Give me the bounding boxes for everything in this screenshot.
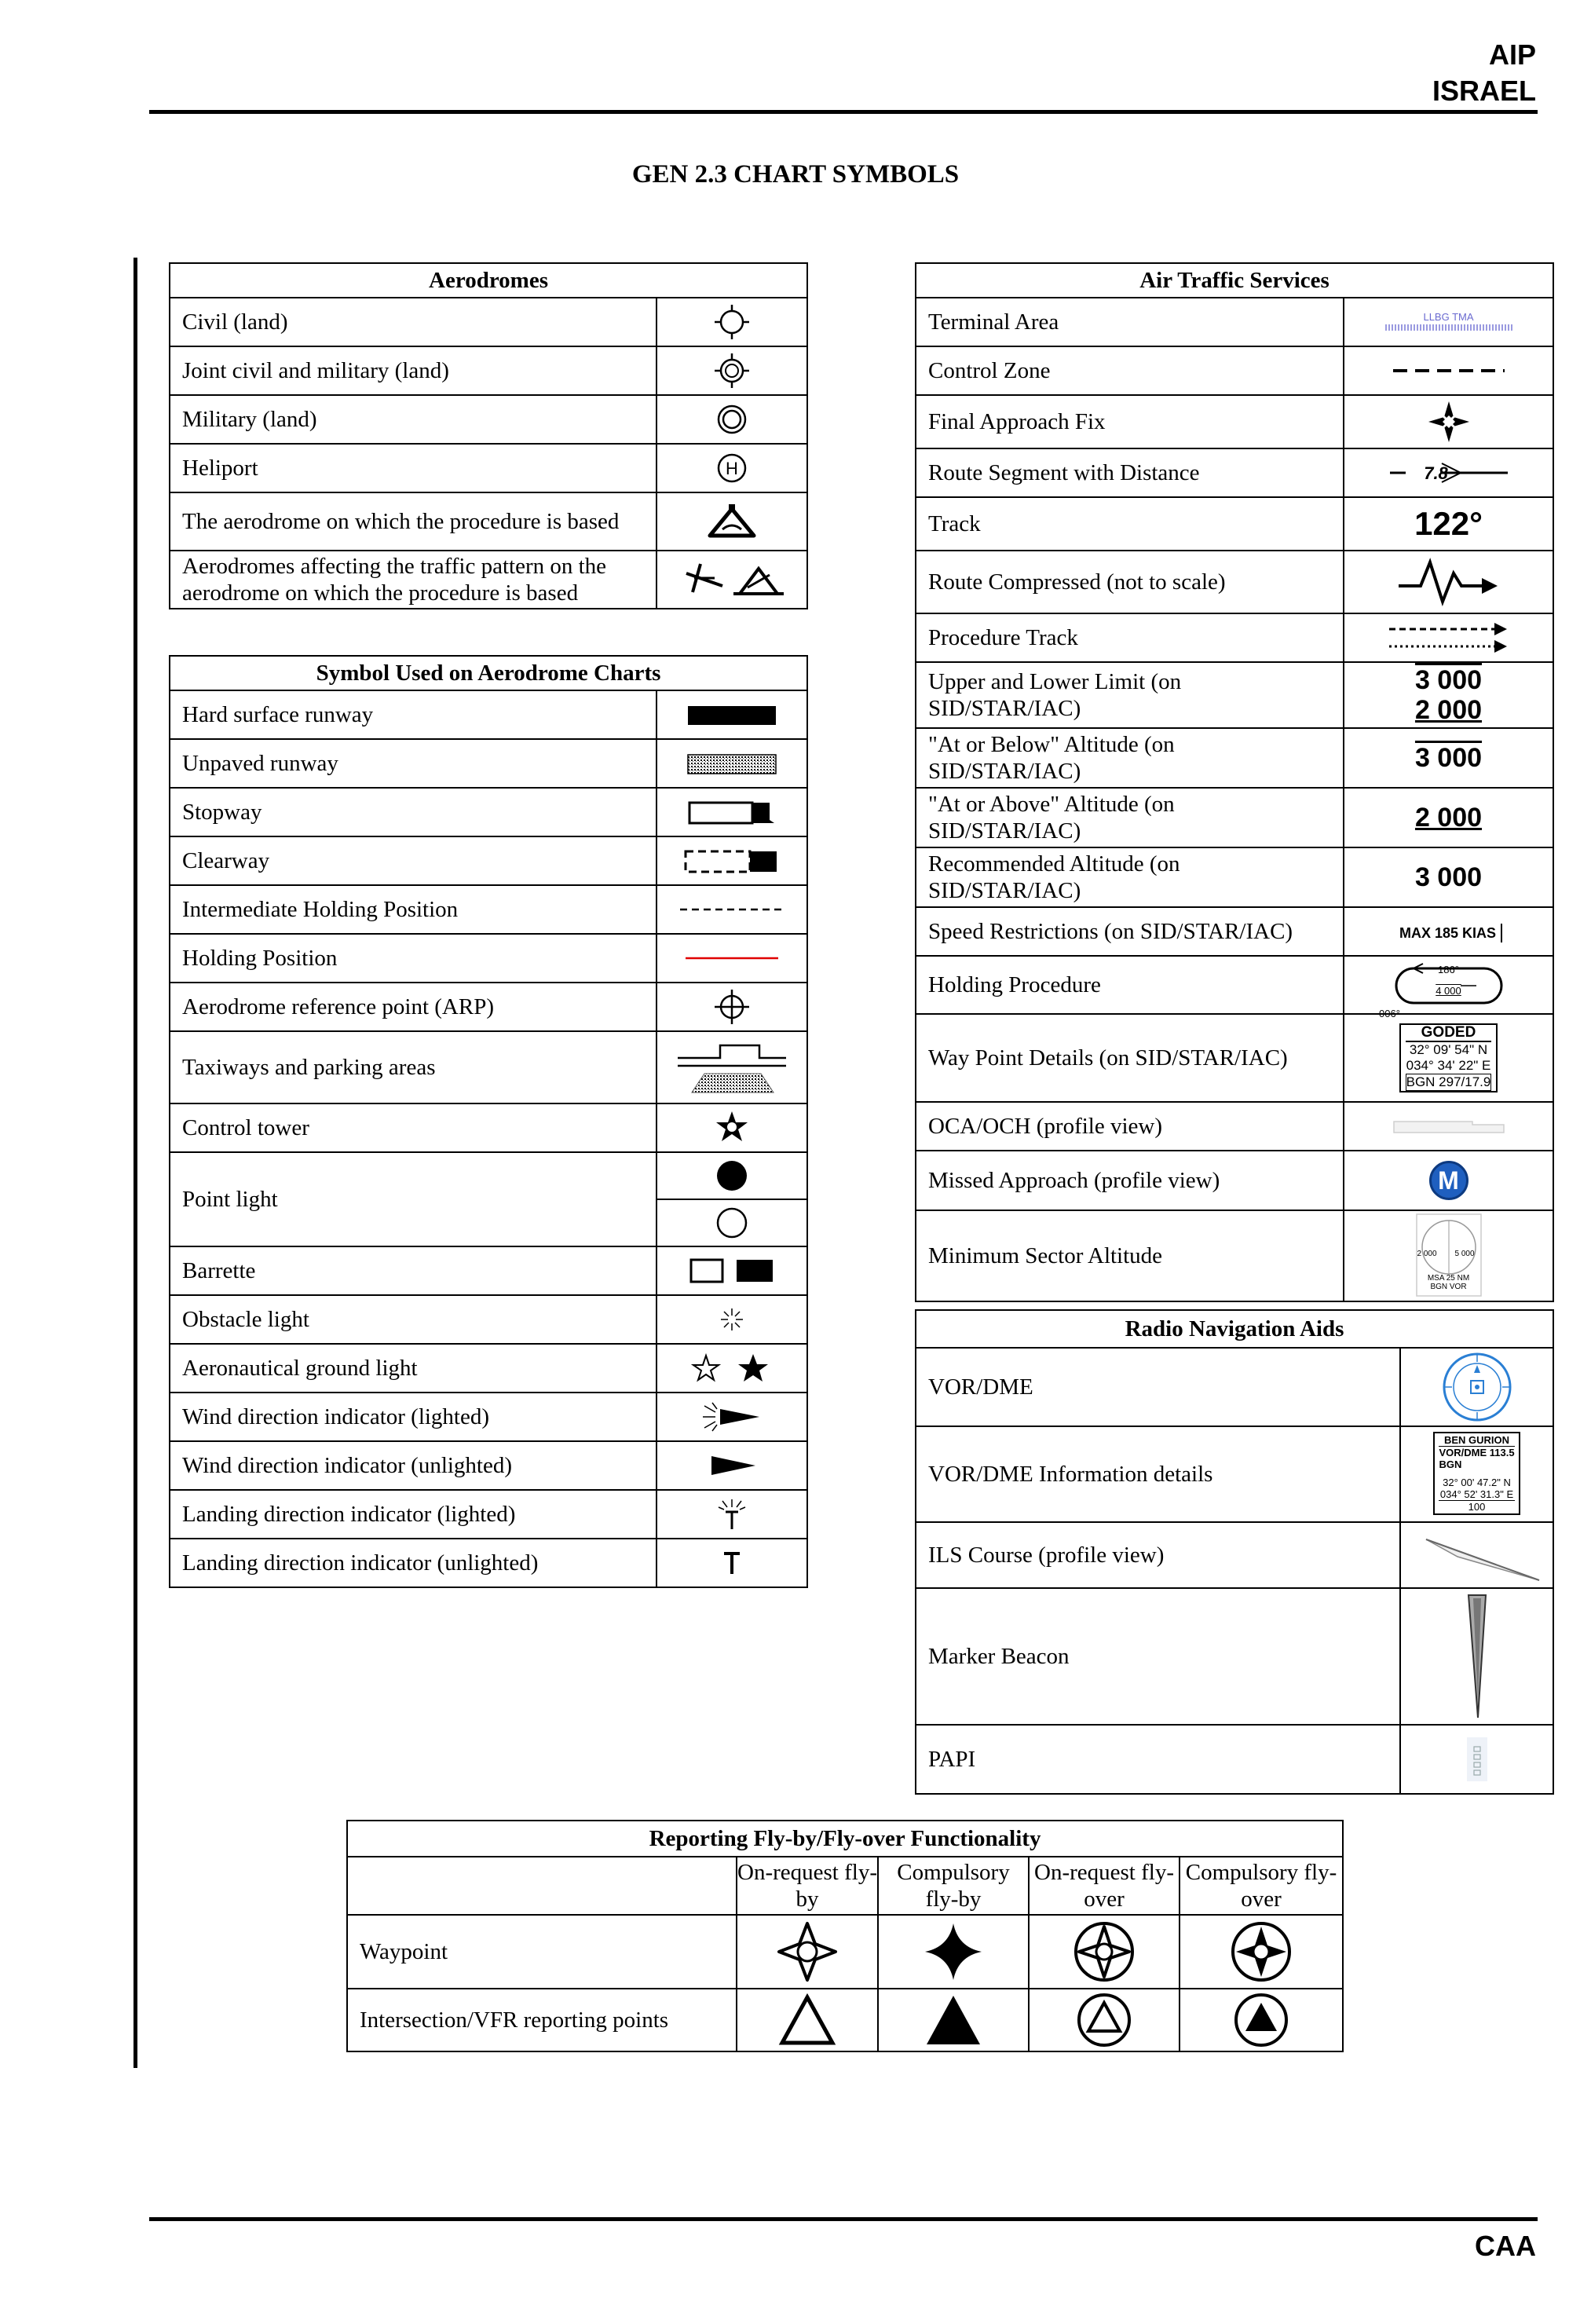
aerodrome-label: Heliport <box>170 444 657 492</box>
ats-label: Way Point Details (on SID/STAR/IAC) <box>916 1014 1344 1102</box>
holding-altitude: 4 000 <box>1436 985 1461 997</box>
page-title: GEN 2.3 CHART SYMBOLS <box>631 160 960 188</box>
aerodrome-label: Aerodromes affecting the traffic pattern on the aerodrome on which the procedure is based <box>170 551 657 609</box>
stopway-icon <box>657 788 807 836</box>
header-country: ISRAEL <box>1432 75 1536 107</box>
msa-sector-2: 5 000 <box>1454 1250 1475 1258</box>
svg-text:H: H <box>726 459 738 478</box>
ats-label: "At or Above" Altitude (on SID/STAR/IAC) <box>916 788 1344 847</box>
arp-icon <box>657 983 807 1031</box>
procedure-track-icon <box>1344 613 1553 662</box>
at-or-above-altitude: 2 000 <box>1344 788 1553 847</box>
wdi-unlighted-icon <box>657 1441 807 1490</box>
control-zone-icon <box>1344 346 1553 395</box>
route-compressed-icon <box>1344 551 1553 613</box>
point-light-filled-icon <box>657 1152 807 1199</box>
aerodrome-charts-table <box>169 655 808 1588</box>
marker-beacon-icon <box>1400 1588 1553 1725</box>
navaid-label: PAPI <box>916 1725 1400 1794</box>
affecting-aerodromes-icon <box>657 551 807 609</box>
upper-lower-limit <box>1344 662 1553 728</box>
ats-label: Track <box>916 497 1344 551</box>
chart-symbol-label: Aeronautical ground light <box>170 1344 657 1393</box>
reporting-row-label: Waypoint <box>347 1915 737 1989</box>
holding-position-icon <box>657 934 807 983</box>
recommended-altitude: 3 000 <box>1344 847 1553 907</box>
chart-symbol-label: Aerodrome reference point (ARP) <box>170 983 657 1031</box>
waypoint-lat: 32° 09' 54" N <box>1409 1042 1488 1057</box>
waypoint-name: GODED <box>1406 1025 1492 1042</box>
speed-restriction <box>1344 907 1553 956</box>
msa-icon <box>1344 1210 1553 1301</box>
heliport-icon <box>657 444 807 492</box>
header-aip: AIP <box>1488 38 1536 71</box>
aerodromes-heading: Aerodromes <box>170 263 807 298</box>
aerodrome-charts-heading: Symbol Used on Aerodrome Charts <box>170 656 807 690</box>
reporting-table <box>346 1820 1344 2052</box>
holding-procedure-icon <box>1344 956 1553 1019</box>
vor-lon: 034° 52' 31.3" E <box>1439 1488 1514 1500</box>
ats-label: Holding Procedure <box>916 956 1344 1014</box>
col-on-request-fly-over: On-request fly-over <box>1029 1857 1180 1915</box>
ils-course-icon <box>1400 1522 1553 1588</box>
ats-label: "At or Below" Altitude (on SID/STAR/IAC) <box>916 728 1344 788</box>
waypoint-details <box>1344 1014 1553 1102</box>
navaid-label: VOR/DME <box>916 1348 1400 1426</box>
col-compulsory-fly-over: Compulsory fly-over <box>1180 1857 1343 1915</box>
ldi-unlighted-icon <box>657 1539 807 1587</box>
track-value: 122° <box>1344 497 1553 551</box>
joint-aerodrome-icon <box>657 346 807 395</box>
obstacle-light-icon <box>657 1295 807 1344</box>
barrette-icon <box>657 1246 807 1295</box>
navaids-table <box>915 1309 1554 1795</box>
vor-name: BEN GURION <box>1439 1434 1514 1447</box>
navaids-heading: Radio Navigation Aids <box>916 1310 1553 1348</box>
taxiway-icon <box>657 1031 807 1103</box>
ats-label: Route Compressed (not to scale) <box>916 551 1344 613</box>
msa-station: BGN VOR <box>1430 1283 1467 1291</box>
ats-label: Terminal Area <box>916 298 1344 346</box>
navaid-label: VOR/DME Information details <box>916 1426 1400 1522</box>
waypoint-on-request-fly-over-icon <box>1029 1915 1180 1989</box>
intersection-compulsory-fly-by-icon <box>878 1989 1029 2051</box>
speed-restriction-text: MAX 185 KIAS <box>1395 924 1502 942</box>
chart-symbol-label: Intermediate Holding Position <box>170 885 657 934</box>
waypoint-compulsory-fly-by-icon <box>878 1915 1029 1989</box>
vor-elevation: 100 <box>1439 1500 1514 1513</box>
chart-symbol-label: Hard surface runway <box>170 690 657 739</box>
col-on-request-fly-by: On-request fly-by <box>737 1857 878 1915</box>
change-bar <box>133 258 137 2068</box>
footer-rule <box>149 2217 1538 2221</box>
chart-symbol-label: Barrette <box>170 1246 657 1295</box>
unpaved-runway-icon <box>657 739 807 788</box>
civil-aerodrome-icon <box>657 298 807 346</box>
ats-label: Speed Restrictions (on SID/STAR/IAC) <box>916 907 1344 956</box>
vor-lat: 32° 00' 47.2" N <box>1443 1477 1511 1488</box>
ats-label: Final Approach Fix <box>916 395 1344 448</box>
missed-approach-letter: M <box>1429 1161 1468 1200</box>
waypoint-bearing: BGN 297/17.9 <box>1406 1074 1491 1089</box>
vor-dme-icon <box>1400 1348 1553 1426</box>
route-distance: 7.8 <box>1424 463 1448 483</box>
holding-inbound: 006° <box>1379 1008 1400 1019</box>
chart-symbol-label: Holding Position <box>170 934 657 983</box>
navaid-label: Marker Beacon <box>916 1588 1400 1725</box>
ats-heading: Air Traffic Services <box>916 263 1553 298</box>
aerodrome-label: Joint civil and military (land) <box>170 346 657 395</box>
military-aerodrome-icon <box>657 395 807 444</box>
ats-label: Minimum Sector Altitude <box>916 1210 1344 1301</box>
chart-symbol-label: Clearway <box>170 836 657 885</box>
chart-symbol-label: Taxiways and parking areas <box>170 1031 657 1103</box>
faf-icon <box>1344 395 1553 448</box>
ats-label: Route Segment with Distance <box>916 448 1344 497</box>
chart-symbol-label: Stopway <box>170 788 657 836</box>
footer-org: CAA <box>1475 2230 1536 2262</box>
reporting-row-label: Intersection/VFR reporting points <box>347 1989 737 2051</box>
terminal-area-icon <box>1344 298 1553 346</box>
chart-symbol-label: Wind direction indicator (lighted) <box>170 1393 657 1441</box>
tma-label: LLBG TMA <box>1423 311 1474 323</box>
oca-och-icon <box>1344 1102 1553 1151</box>
ats-label: Procedure Track <box>916 613 1344 662</box>
vor-ident: BGN <box>1439 1458 1462 1470</box>
aerodrome-label: The aerodrome on which the procedure is based <box>170 492 657 551</box>
waypoint-compulsory-fly-over-icon <box>1180 1915 1343 1989</box>
intersection-on-request-fly-by-icon <box>737 1989 878 2051</box>
ats-label: Control Zone <box>916 346 1344 395</box>
control-tower-icon <box>657 1103 807 1152</box>
vor-info-box <box>1400 1426 1553 1522</box>
reporting-heading: Reporting Fly-by/Fly-over Functionality <box>347 1821 1343 1857</box>
msa-sector-1: 2 000 <box>1417 1250 1437 1258</box>
reporting-corner <box>347 1857 737 1915</box>
chart-symbol-label: Wind direction indicator (unlighted) <box>170 1441 657 1490</box>
procedure-aerodrome-icon <box>657 492 807 551</box>
ats-table <box>915 262 1554 1302</box>
missed-approach-icon <box>1344 1151 1553 1210</box>
holding-outbound: 186° <box>1438 964 1459 975</box>
vor-frequency: VOR/DME 113.5 <box>1439 1447 1515 1458</box>
point-light-open-icon <box>657 1199 807 1246</box>
chart-symbol-label: Control tower <box>170 1103 657 1152</box>
intermediate-holding-icon <box>657 885 807 934</box>
header-rule <box>149 110 1538 114</box>
intersection-on-request-fly-over-icon <box>1029 1989 1180 2051</box>
at-or-below-altitude: 3 000 <box>1344 728 1553 788</box>
chart-symbol-label: Landing direction indicator (lighted) <box>170 1490 657 1539</box>
col-compulsory-fly-by: Compulsory fly-by <box>878 1857 1029 1915</box>
chart-symbol-label: Point light <box>170 1152 657 1246</box>
ground-light-icon <box>657 1344 807 1393</box>
intersection-compulsory-fly-over-icon <box>1180 1989 1343 2051</box>
aerodromes-table <box>169 262 808 609</box>
chart-symbol-label: Obstacle light <box>170 1295 657 1344</box>
msa-radius: MSA 25 NM <box>1427 1274 1470 1283</box>
ats-label: Upper and Lower Limit (on SID/STAR/IAC) <box>916 662 1344 728</box>
waypoint-on-request-fly-by-icon <box>737 1915 878 1989</box>
chart-symbol-label: Unpaved runway <box>170 739 657 788</box>
ldi-lighted-icon <box>657 1490 807 1539</box>
navaid-label: ILS Course (profile view) <box>916 1522 1400 1588</box>
papi-icon <box>1400 1725 1553 1794</box>
ats-label: Missed Approach (profile view) <box>916 1151 1344 1210</box>
route-segment-icon <box>1344 448 1553 497</box>
upper-limit: 3 000 <box>1414 665 1483 695</box>
aerodrome-label: Military (land) <box>170 395 657 444</box>
wdi-lighted-icon <box>657 1393 807 1441</box>
aerodrome-label: Civil (land) <box>170 298 657 346</box>
ats-label: Recommended Altitude (on SID/STAR/IAC) <box>916 847 1344 907</box>
lower-limit: 2 000 <box>1414 695 1483 725</box>
ats-label: OCA/OCH (profile view) <box>916 1102 1344 1151</box>
clearway-icon <box>657 836 807 885</box>
waypoint-lon: 034° 34' 22" E <box>1406 1058 1491 1073</box>
hard-runway-icon <box>657 690 807 739</box>
chart-symbol-label: Landing direction indicator (unlighted) <box>170 1539 657 1587</box>
